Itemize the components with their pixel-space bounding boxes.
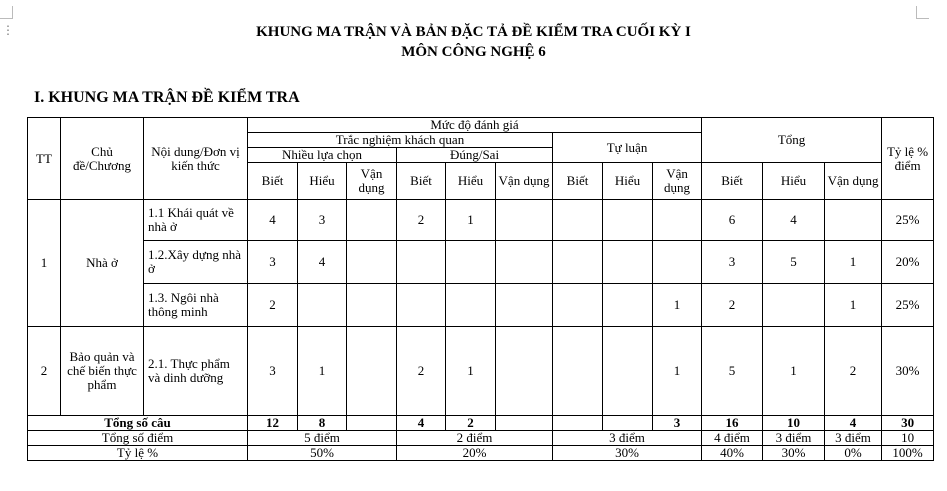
- cell-mc-understand: 1: [298, 327, 347, 416]
- percent-label: Tỷ lệ %: [28, 446, 248, 461]
- cell-essay-understand: [603, 241, 653, 284]
- cell-essay-know: [553, 200, 603, 241]
- total-tf-know: 4: [397, 416, 446, 431]
- cell-total-know: 6: [702, 200, 763, 241]
- header-objective: Trắc nghiệm khách quan: [248, 133, 553, 148]
- cell-ratio: 20%: [882, 241, 934, 284]
- cell-total-understand: 4: [763, 200, 825, 241]
- points-total-apply: 3 điểm: [825, 431, 882, 446]
- total-mc-apply: [347, 416, 397, 431]
- total-points-label: Tổng số điểm: [28, 431, 248, 446]
- row-tt: 2: [28, 327, 61, 416]
- total-mc-know: 12: [248, 416, 298, 431]
- cell-total-know: 3: [702, 241, 763, 284]
- cell-essay-apply: [653, 241, 702, 284]
- header-topic: Chủ đề/Chương: [61, 118, 144, 200]
- row-topic: Bảo quản và chế biến thực phẩm: [61, 327, 144, 416]
- percent-essay: 30%: [553, 446, 702, 461]
- total-questions-row: [28, 416, 934, 431]
- header-mc-understand: Hiểu: [298, 163, 347, 200]
- points-total-know: 4 điểm: [702, 431, 763, 446]
- cell-tf-apply: [496, 200, 553, 241]
- header-true-false: Đúng/Sai: [397, 148, 553, 163]
- cell-total-understand: 1: [763, 327, 825, 416]
- assessment-matrix-table: [27, 117, 934, 461]
- cell-mc-apply: [347, 200, 397, 241]
- header-mc-know: Biết: [248, 163, 298, 200]
- cell-tf-know: 2: [397, 327, 446, 416]
- header-ratio: Tỷ lệ % điểm: [882, 118, 934, 200]
- header-multiple-choice: Nhiều lựa chọn: [248, 148, 397, 163]
- cell-mc-apply: [347, 284, 397, 327]
- cell-essay-apply: 1: [653, 327, 702, 416]
- header-essay-know: Biết: [553, 163, 603, 200]
- cell-mc-apply: [347, 327, 397, 416]
- total-total-understand: 10: [763, 416, 825, 431]
- percent-total-know: 40%: [702, 446, 763, 461]
- points-essay: 3 điểm: [553, 431, 702, 446]
- cell-total-apply: 1: [825, 241, 882, 284]
- cell-mc-apply: [347, 241, 397, 284]
- cell-total-know: 5: [702, 327, 763, 416]
- table-row: [28, 327, 934, 416]
- header-total-understand: Hiểu: [763, 163, 825, 200]
- cell-total-apply: 2: [825, 327, 882, 416]
- percent-mc: 50%: [248, 446, 397, 461]
- header-total: Tổng: [702, 118, 882, 163]
- cell-mc-understand: [298, 284, 347, 327]
- document-title: KHUNG MA TRẬN VÀ BẢN ĐẶC TẢ ĐỀ KIỂM TRA CUỐI KỲ I: [256, 24, 691, 40]
- cell-tf-apply: [496, 327, 553, 416]
- header-total-apply: Vận dụng: [825, 163, 882, 200]
- header-row-1: [28, 118, 934, 133]
- total-total-apply: 4: [825, 416, 882, 431]
- cell-tf-understand: [446, 284, 496, 327]
- cell-tf-know: 2: [397, 200, 446, 241]
- header-essay: Tự luận: [553, 133, 702, 163]
- table-row: [28, 200, 934, 241]
- percent-tf: 20%: [397, 446, 553, 461]
- cell-tf-understand: 1: [446, 327, 496, 416]
- table-row: [28, 284, 934, 327]
- total-total-know: 16: [702, 416, 763, 431]
- row-content: 2.1. Thực phẩm và dinh dưỡng: [144, 327, 248, 416]
- points-total-understand: 3 điểm: [763, 431, 825, 446]
- total-essay-apply: 3: [653, 416, 702, 431]
- row-topic: Nhà ở: [61, 200, 144, 327]
- row-content: 1.3. Ngôi nhà thông minh: [144, 284, 248, 327]
- cell-essay-understand: [603, 200, 653, 241]
- page-corner-mark-right: [916, 6, 929, 19]
- cell-total-know: 2: [702, 284, 763, 327]
- header-tt: TT: [28, 118, 61, 200]
- cell-ratio: 25%: [882, 200, 934, 241]
- header-tf-understand: Hiểu: [446, 163, 496, 200]
- percent-total-understand: 30%: [763, 446, 825, 461]
- header-tf-know: Biết: [397, 163, 446, 200]
- drag-handle-icon[interactable]: ⋮: [2, 23, 14, 37]
- cell-tf-apply: [496, 284, 553, 327]
- cell-essay-understand: [603, 284, 653, 327]
- cell-essay-know: [553, 327, 603, 416]
- row-tt: 1: [28, 200, 61, 327]
- page-corner-mark-left: [0, 6, 13, 19]
- total-points-row: [28, 431, 934, 446]
- header-essay-understand: Hiểu: [603, 163, 653, 200]
- cell-essay-apply: [653, 200, 702, 241]
- document-subtitle: MÔN CÔNG NGHỆ 6: [401, 44, 546, 60]
- total-tf-understand: 2: [446, 416, 496, 431]
- cell-total-understand: 5: [763, 241, 825, 284]
- header-assessment-level: Mức độ đánh giá: [248, 118, 702, 133]
- total-questions-label: Tổng số câu: [28, 416, 248, 431]
- percent-ratio: 100%: [882, 446, 934, 461]
- row-content: 1.2.Xây dựng nhà ở: [144, 241, 248, 284]
- row-content: 1.1 Khái quát về nhà ở: [144, 200, 248, 241]
- section-heading: I. KHUNG MA TRẬN ĐỀ KIỂM TRA: [34, 89, 300, 106]
- cell-mc-understand: 3: [298, 200, 347, 241]
- cell-mc-know: 4: [248, 200, 298, 241]
- cell-total-apply: [825, 200, 882, 241]
- cell-essay-understand: [603, 327, 653, 416]
- header-essay-apply: Vận dụng: [653, 163, 702, 200]
- cell-ratio: 25%: [882, 284, 934, 327]
- cell-ratio: 30%: [882, 327, 934, 416]
- header-content: Nội dung/Đơn vị kiến thức: [144, 118, 248, 200]
- cell-tf-apply: [496, 241, 553, 284]
- points-mc: 5 điểm: [248, 431, 397, 446]
- total-essay-understand: [603, 416, 653, 431]
- cell-mc-know: 2: [248, 284, 298, 327]
- header-tf-apply: Vận dụng: [496, 163, 553, 200]
- percent-row: [28, 446, 934, 461]
- table-row: [28, 241, 934, 284]
- cell-tf-understand: [446, 241, 496, 284]
- cell-essay-know: [553, 284, 603, 327]
- cell-total-apply: 1: [825, 284, 882, 327]
- cell-mc-understand: 4: [298, 241, 347, 284]
- total-ratio: 30: [882, 416, 934, 431]
- total-essay-know: [553, 416, 603, 431]
- cell-mc-know: 3: [248, 241, 298, 284]
- total-mc-understand: 8: [298, 416, 347, 431]
- cell-tf-know: [397, 241, 446, 284]
- total-tf-apply: [496, 416, 553, 431]
- cell-essay-know: [553, 241, 603, 284]
- points-tf: 2 điểm: [397, 431, 553, 446]
- points-ratio: 10: [882, 431, 934, 446]
- cell-essay-apply: 1: [653, 284, 702, 327]
- cell-mc-know: 3: [248, 327, 298, 416]
- header-total-know: Biết: [702, 163, 763, 200]
- cell-tf-know: [397, 284, 446, 327]
- header-mc-apply: Vận dụng: [347, 163, 397, 200]
- cell-total-understand: [763, 284, 825, 327]
- percent-total-apply: 0%: [825, 446, 882, 461]
- cell-tf-understand: 1: [446, 200, 496, 241]
